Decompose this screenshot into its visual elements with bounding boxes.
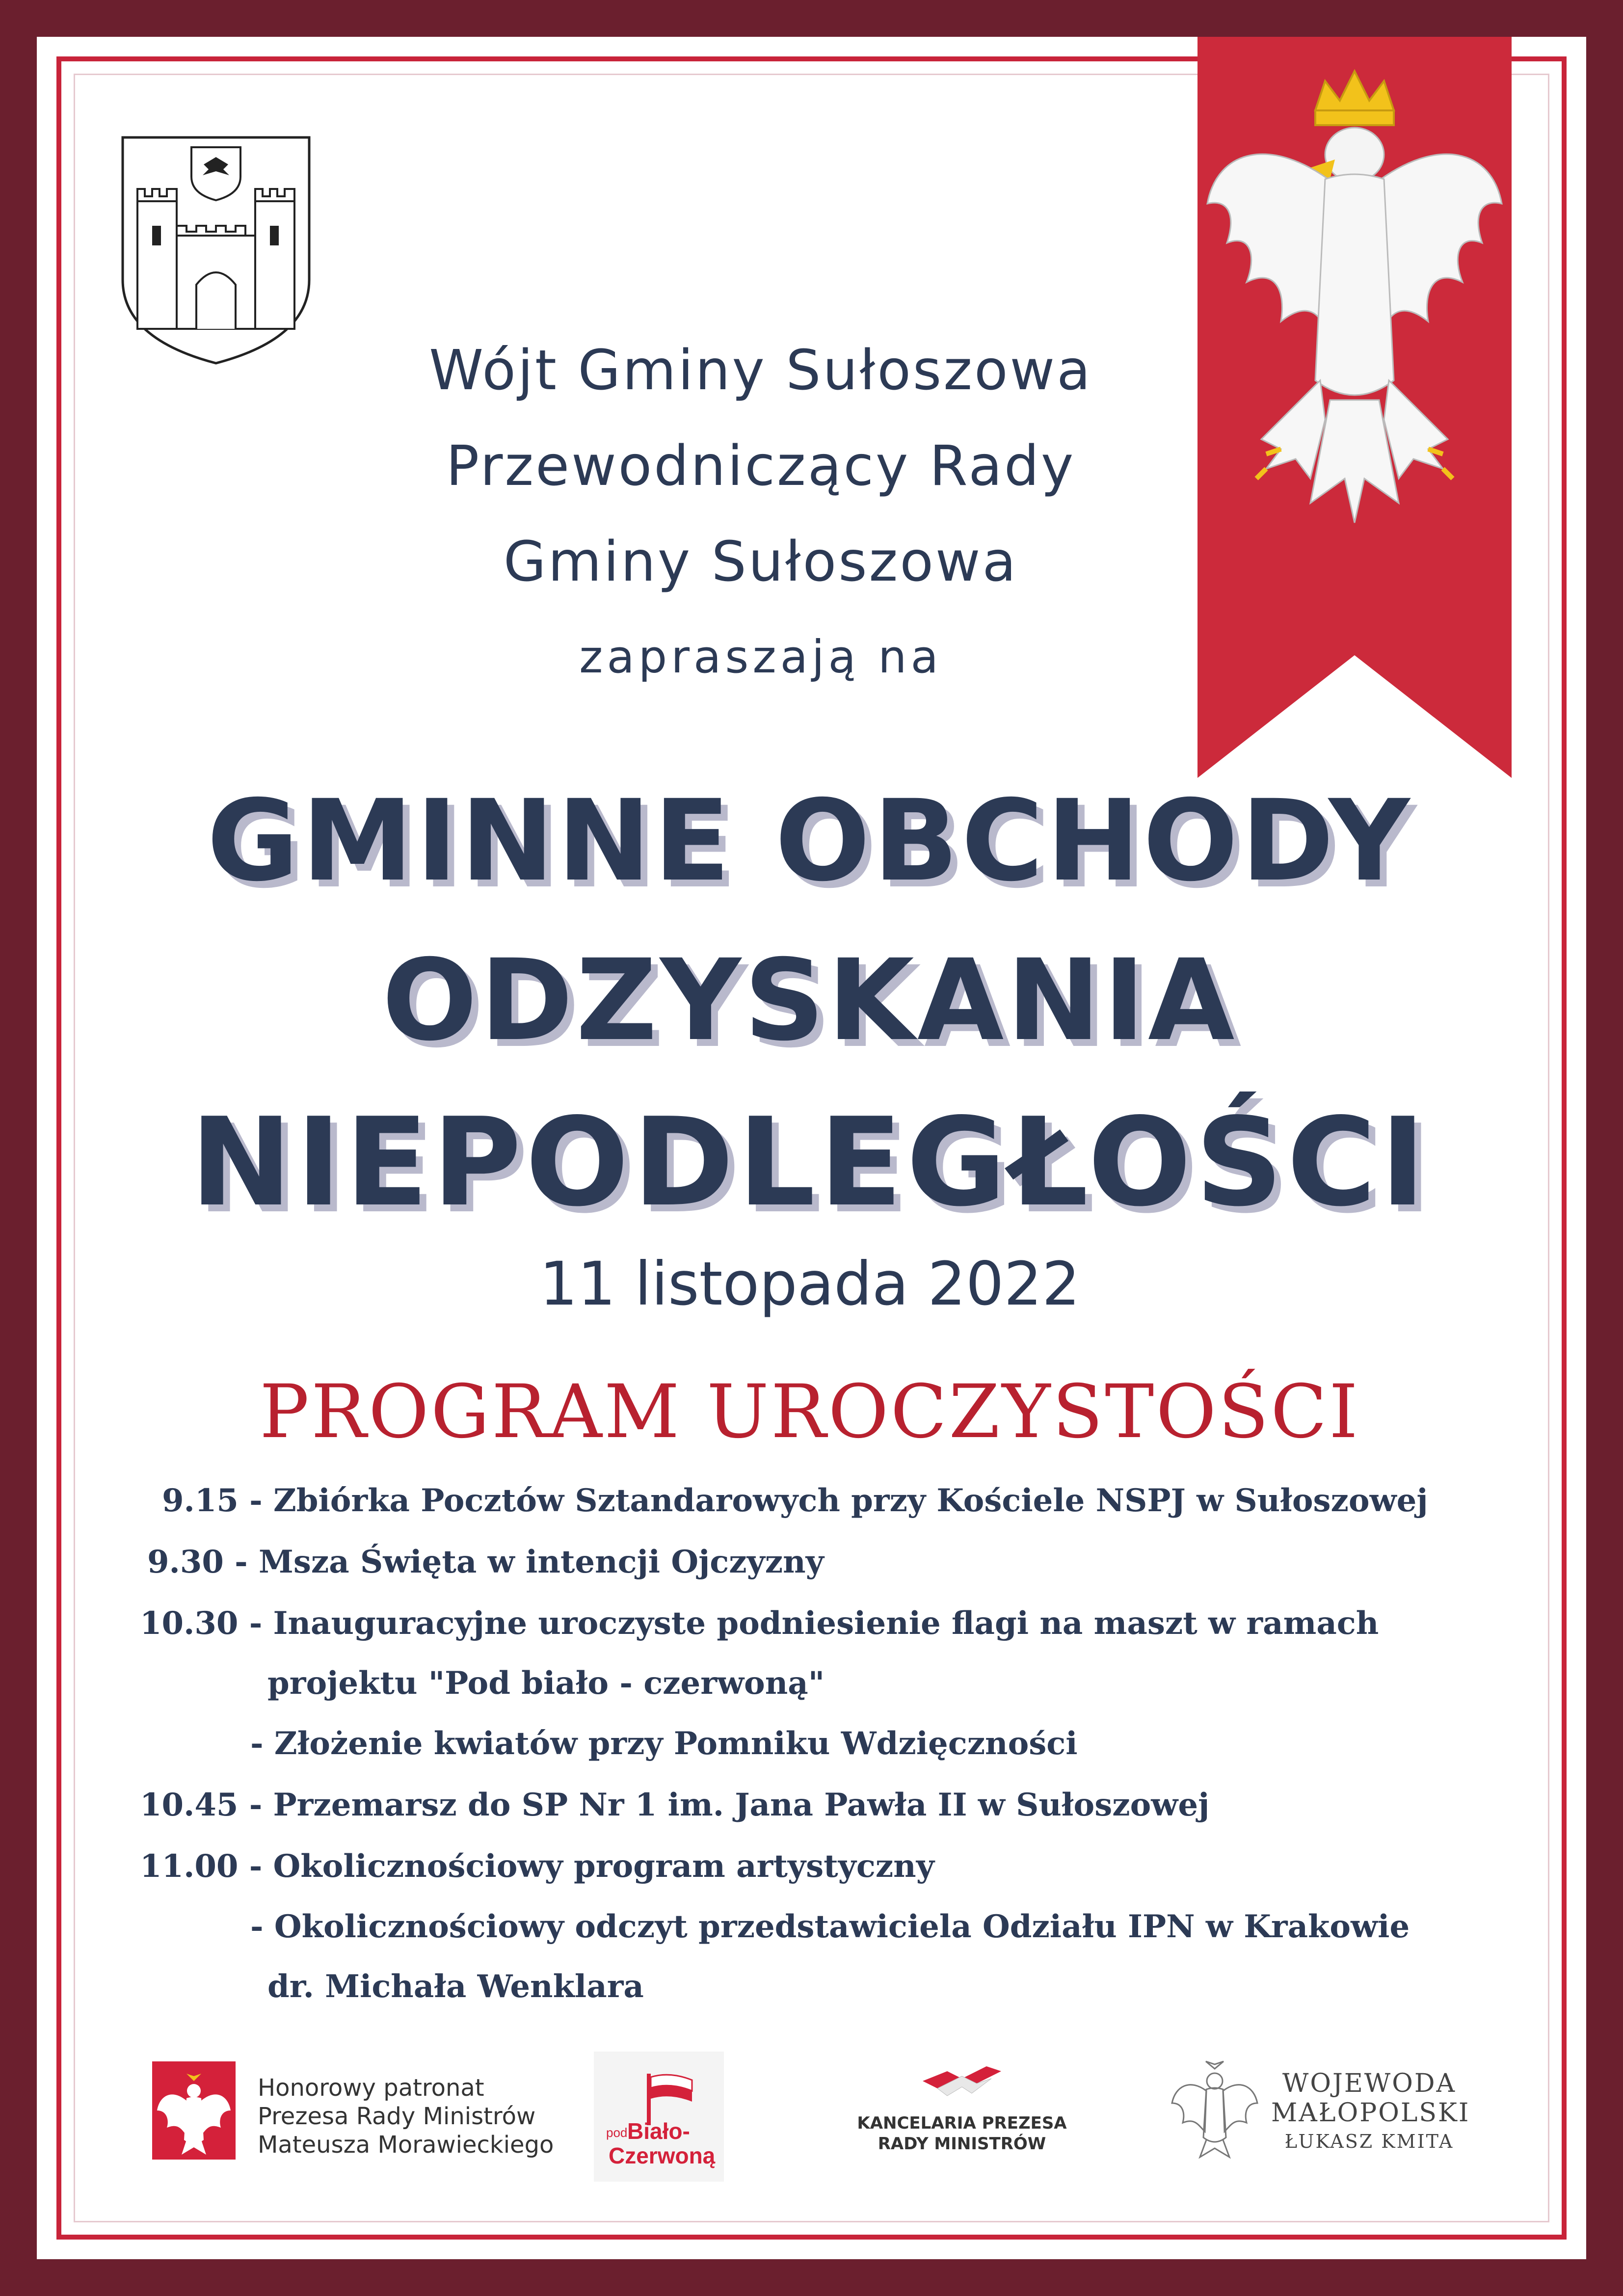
polish-eagle-red-emblem-icon — [152, 2061, 236, 2160]
wojewoda-line-1: WOJEWODA — [1282, 2069, 1457, 2098]
pbc-pod-text: pod — [606, 2125, 628, 2140]
program-item: 10.30 - Inauguracyjne uroczyste podniesienie flagi na maszt w ramach — [140, 1605, 1379, 1642]
wojewoda-line-3: ŁUKASZ KMITA — [1284, 2131, 1454, 2152]
kprm-text — [844, 2113, 1080, 2154]
municipality-coat-of-arms-icon — [118, 133, 314, 368]
program-item: 11.00 - Okolicznościowy program artystyczny — [140, 1848, 934, 1885]
header-line-gminy: Gminy Sułoszowa — [503, 530, 1018, 594]
program-heading: PROGRAM UROCZYSTOŚCI — [259, 1369, 1360, 1455]
title-line-3: NIEPODLEGŁOŚCI — [190, 1092, 1430, 1233]
kprm-line-1: KANCELARIA PREZESA — [857, 2113, 1067, 2133]
wojewoda-line-2: MAŁOPOLSKI — [1271, 2098, 1470, 2128]
wojewoda-text — [1271, 2069, 1470, 2152]
program-item: 10.45 - Przemarsz do SP Nr 1 im. Jana Pawła II w Sułoszowej — [140, 1787, 1210, 1823]
pbc-bialo-text: Biało- — [627, 2118, 690, 2144]
header-line-zapraszaja: zapraszają na — [579, 631, 942, 683]
wojewoda-eagle-icon — [1168, 2059, 1261, 2162]
program-item: 9.30 - Msza Święta w intencji Ojczyzny — [147, 1544, 824, 1580]
patronage-line-2: Prezesa Rady Ministrów — [258, 2103, 536, 2130]
patronage-line-3: Mateusza Morawieckiego — [258, 2131, 554, 2159]
header-line-przewodniczacy: Przewodniczący Rady — [446, 434, 1076, 498]
program-item: - Okolicznościowy odczyt przedstawiciela Odziału IPN w Krakowie — [250, 1908, 1410, 1945]
red-ribbon-white-eagle-icon — [1197, 37, 1512, 778]
program-item: 9.15 - Zbiórka Pocztów Sztandarowych przy Kościele NSPJ w Sułoszowej — [162, 1482, 1428, 1519]
pod-bialo-czerwona-logo — [594, 2052, 724, 2182]
program-item: dr. Michała Wenklara — [267, 1968, 644, 2005]
flag-pole-icon — [643, 2071, 697, 2125]
title-line-1: GMINNE OBCHODY — [207, 775, 1413, 906]
patronage-line-1: Honorowy patronat — [258, 2074, 484, 2102]
header-line-wojt: Wójt Gminy Sułoszowa — [429, 339, 1092, 402]
event-date: 11 listopada 2022 — [539, 1249, 1080, 1319]
pbc-czerwona-text: Czerwoną — [609, 2143, 716, 2168]
patronage-text — [258, 2074, 554, 2159]
title-line-2: ODZYSKANIA — [382, 935, 1238, 1066]
kprm-line-2: RADY MINISTRÓW — [878, 2134, 1046, 2154]
program-item: - Złożenie kwiatów przy Pomniku Wdzięczności — [250, 1725, 1078, 1762]
program-item: projektu "Pod biało - czerwoną" — [267, 1665, 825, 1702]
kprm-flag-icon — [918, 2061, 1006, 2106]
